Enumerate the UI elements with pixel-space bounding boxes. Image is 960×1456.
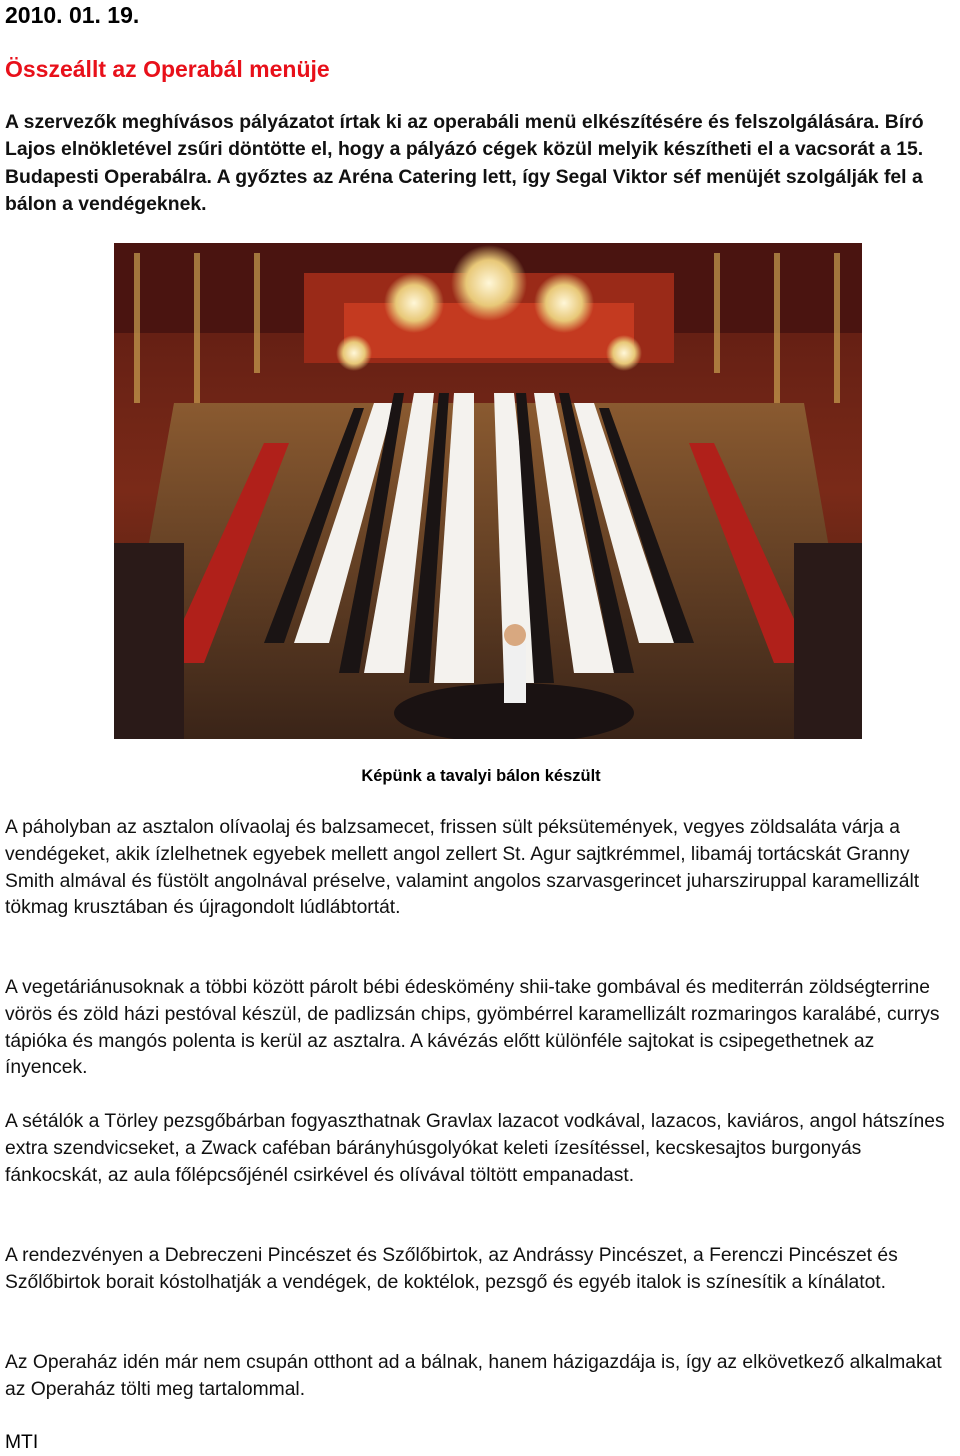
article-date: 2010. 01. 19.	[5, 2, 140, 28]
paragraph-4: A rendezvényen a Debreczeni Pincészet és Szőlőbirtok, az Andrássy Pincészet, a Ferenczi Pincészet és Szőlőbirtok borait kóstolhatják a vendégek, de koktélok, pezsgő és egyéb italok is színesítik a kínálatot.	[5, 1245, 898, 1293]
paragraph-3: A sétálók a Törley pezsgőbárban fogyaszthatnak Gravlax lazacot vodkával, lazacos, kaviáros, angol hátszínes extra szendvicseket, a Zwack caféban bárányhúsgolyókat keleti ízesítéssel, kecskesajtos burgonyás fánkocskát, az aula főlépcsőjénél csirkével és olívával töltött empanadast.	[5, 1111, 945, 1186]
paragraph-5: Az Operaház idén már nem csupán otthont ad a bálnak, hanem házigazdája is, így az elkövetkező alkalmakat az Operaház tölti meg tartalommal.	[5, 1352, 942, 1400]
article-source: MTI	[5, 1432, 39, 1453]
paragraph-1: A páholyban az asztalon olívaolaj és balzsamecet, frissen sült péksütemények, vegyes zöldsaláta várja a vendégeket, akik ízlelhetnek egyebek mellett angol zellert St. Agur sajtkrémmel, libamáj tortácskát Granny Smith almával és füstölt angolnával préselve, valamint angolos szarvasgerincet juharsziruppal karamellizált tökmag krusztában és újragondolt lúdlábtortát.	[5, 817, 920, 919]
paragraph-2: A vegetáriánusoknak a többi között párolt bébi édeskömény shii-take gombával és mediterrán zöldségterrine vörös és zöld házi pestóval készül, de padlizsán chips, gyömbérrel karamellizált rozmaringos karalábé, currys tápióka és mangós polenta is kerül az asztalra. A kávézás előtt különféle sajtokat is csipegethetnek az ínyencek.	[5, 977, 940, 1079]
article-photo	[114, 243, 862, 739]
opera-ball-photo-illustration	[114, 243, 862, 739]
article-lead: A szervezők meghívásos pályázatot írtak ki az operabáli menü elkészítésére és felszolgálására. Bíró Lajos elnökletével zsűri döntötte el, hogy a pályázó cégek közül melyik készítheti el a vacsorát a 15. Budapesti Operabálra. A győztes az Aréna Catering lett, így Segal Viktor séf menüjét szolgálják fel a bálon a vendégeknek.	[5, 111, 924, 215]
article-title: Összeállt az Operabál menüje	[5, 56, 330, 82]
photo-caption: Képünk a tavalyi bálon készült	[361, 767, 601, 785]
